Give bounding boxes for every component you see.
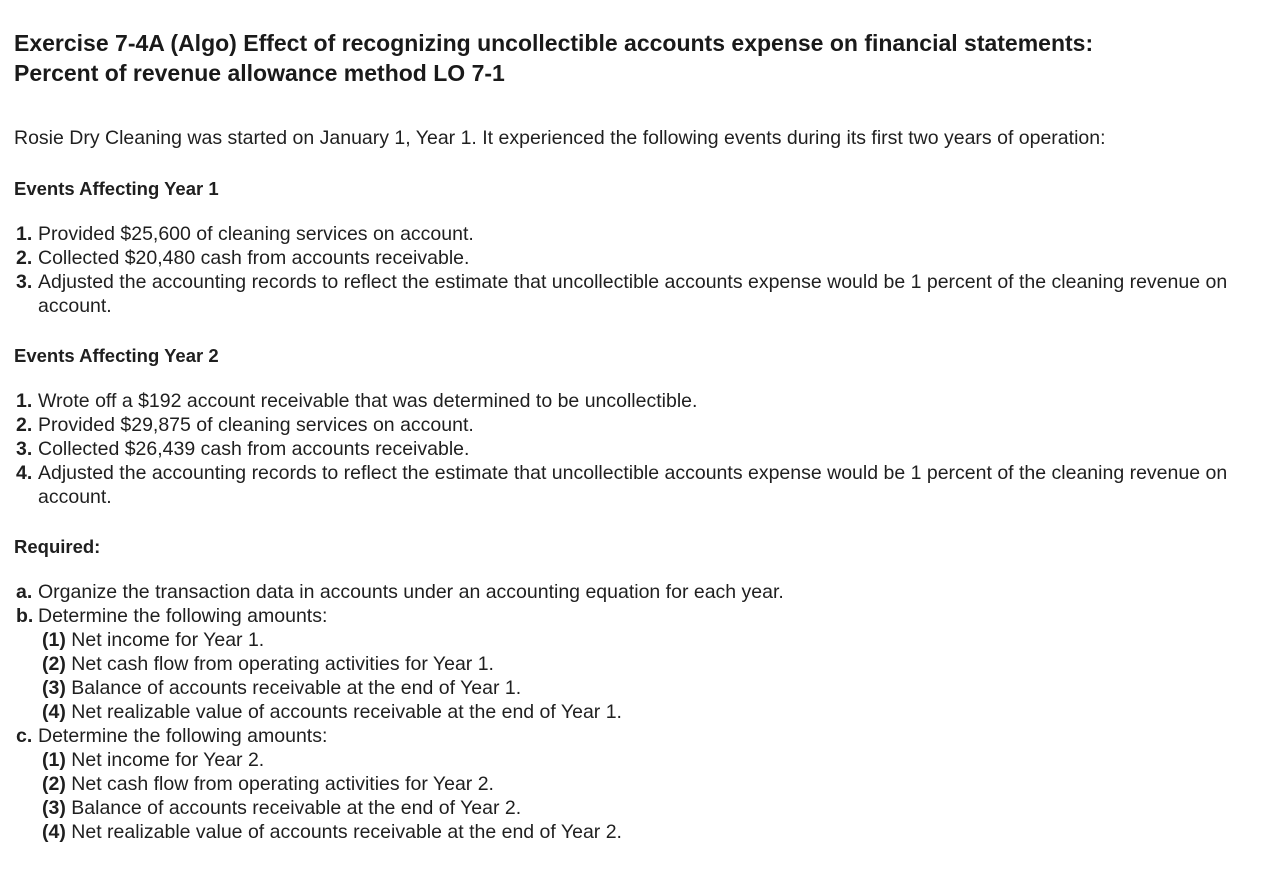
list-item [14,461,1254,509]
sub-list-item [38,676,1254,700]
sub-item-text: Net income for Year 2. [71,749,265,771]
item-number: 2. [16,247,33,269]
item-text: Wrote off a $192 account receivable that was determined to be uncollectible. [38,390,698,412]
list-item [14,413,1254,437]
required-heading: Required: [14,536,101,557]
sub-list-item [38,652,1254,676]
item-text: Determine the following amounts: [38,725,328,747]
year1-heading: Events Affecting Year 1 [14,178,219,199]
item-number: 3. [16,438,33,460]
list-item [14,246,1254,270]
item-text: Collected $26,439 cash from accounts receivable. [38,438,470,460]
item-letter: c. [16,725,33,747]
required-item-a [14,580,1254,604]
item-text: Collected $20,480 cash from accounts receivable. [38,247,470,269]
item-letter: a. [16,581,33,603]
year1-events-list [14,222,1254,318]
item-number: 1. [16,390,33,412]
sub-item-text: Balance of accounts receivable at the end of Year 2. [71,797,522,819]
required-c-sublist [38,748,1254,844]
sub-list-item [38,820,1254,844]
list-item [14,437,1254,461]
sub-item-text: Net realizable value of accounts receivable at the end of Year 1. [71,701,622,723]
sub-list-item [38,700,1254,724]
required-item-c [14,724,1254,844]
title-line-2: Percent of revenue allowance method LO 7-1 [14,60,505,86]
sub-item-text: Net cash flow from operating activities for Year 1. [71,653,494,675]
sub-item-number: (4) [42,701,66,723]
title-line-1: Exercise 7-4A (Algo) Effect of recognizing uncollectible accounts expense on financial statements: [14,30,1094,56]
list-item [14,389,1254,413]
list-item [14,222,1254,246]
item-text: Determine the following amounts: [38,605,328,627]
sub-item-number: (1) [42,749,66,771]
item-number: 3. [16,271,33,293]
item-number: 1. [16,223,33,245]
item-number: 4. [16,462,33,484]
sub-item-number: (4) [42,821,66,843]
list-item [14,270,1254,318]
required-list [14,580,1254,844]
sub-item-text: Balance of accounts receivable at the end of Year 1. [71,677,522,699]
required-b-sublist [38,628,1254,724]
required-item-b [14,604,1254,724]
item-text: Organize the transaction data in accounts under an accounting equation for each year. [38,581,784,603]
item-text: Provided $25,600 of cleaning services on account. [38,223,474,245]
year2-events-list [14,389,1254,509]
sub-item-number: (2) [42,653,66,675]
sub-list-item [38,628,1254,652]
sub-list-item [38,772,1254,796]
sub-item-text: Net realizable value of accounts receivable at the end of Year 2. [71,821,622,843]
sub-list-item [38,796,1254,820]
item-text: Provided $29,875 of cleaning services on account. [38,414,474,436]
sub-item-number: (1) [42,629,66,651]
exercise-page [14,28,1254,844]
sub-item-text: Net cash flow from operating activities for Year 2. [71,773,494,795]
item-text: Adjusted the accounting records to reflect the estimate that uncollectible accounts expense would be 1 percent of the cleaning revenue on account. [38,271,1228,317]
sub-item-number: (2) [42,773,66,795]
item-letter: b. [16,605,34,627]
sub-item-text: Net income for Year 1. [71,629,265,651]
sub-item-number: (3) [42,797,66,819]
item-number: 2. [16,414,33,436]
intro-paragraph: Rosie Dry Cleaning was started on January 1, Year 1. It experienced the following events during its first two years of operation: [14,127,1106,149]
exercise-title [14,28,1254,88]
item-text: Adjusted the accounting records to reflect the estimate that uncollectible accounts expense would be 1 percent of the cleaning revenue on account. [38,462,1228,508]
year2-heading: Events Affecting Year 2 [14,345,219,366]
sub-item-number: (3) [42,677,66,699]
sub-list-item [38,748,1254,772]
